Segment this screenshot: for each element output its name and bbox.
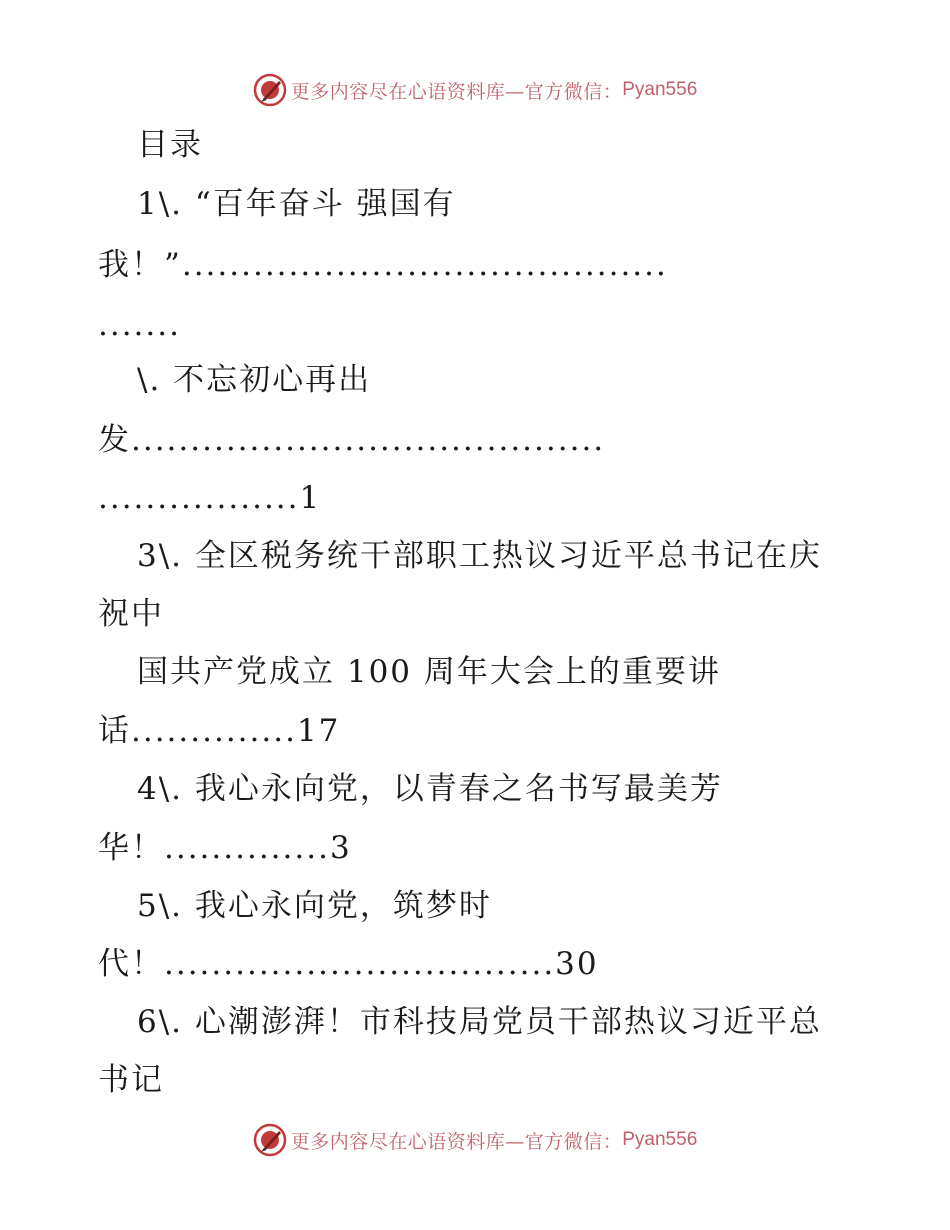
banner-wechat-id: Pyan556 — [622, 79, 698, 100]
toc-line: 发........................................ — [98, 422, 606, 458]
footer-banner — [0, 1120, 950, 1160]
toc-line: 华！..............3 — [98, 830, 352, 866]
toc-line: 6\. 心潮澎湃！市科技局党员干部热议习近平总 — [137, 1004, 822, 1040]
banner-wechat-id: Pyan556 — [622, 1129, 698, 1150]
banner-text: 更多内容尽在心语资料库—官方微信： — [290, 80, 623, 103]
pen-logo-icon — [253, 1123, 287, 1157]
toc-line: 话..............17 — [98, 713, 341, 749]
toc-line: 5\. 我心永向党，筑梦时 — [137, 888, 492, 924]
toc-line: 3\. 全区税务统干部职工热议习近平总书记在庆 — [137, 538, 822, 574]
toc-line: 祝中 — [98, 596, 164, 632]
toc-line: ....... — [98, 307, 181, 343]
pen-logo-icon — [253, 73, 287, 107]
banner-text: 更多内容尽在心语资料库—官方微信： — [290, 1130, 623, 1153]
toc-line: 国共产党成立 100 周年大会上的重要讲 — [137, 654, 721, 690]
toc-line: .................1 — [98, 480, 322, 516]
toc-line: 4\. 我心永向党，以青春之名书写最美芳 — [137, 771, 723, 807]
toc-line: 我！”......................................... — [98, 247, 668, 283]
toc-line: 代！.................................30 — [98, 946, 599, 982]
toc-line: 1\. “百年奋斗 强国有 — [137, 186, 456, 222]
toc-heading: 目录 — [137, 127, 203, 163]
toc-line: 书记 — [98, 1062, 164, 1098]
toc-line: \. 不忘初心再出 — [137, 362, 372, 398]
header-banner — [0, 70, 950, 110]
